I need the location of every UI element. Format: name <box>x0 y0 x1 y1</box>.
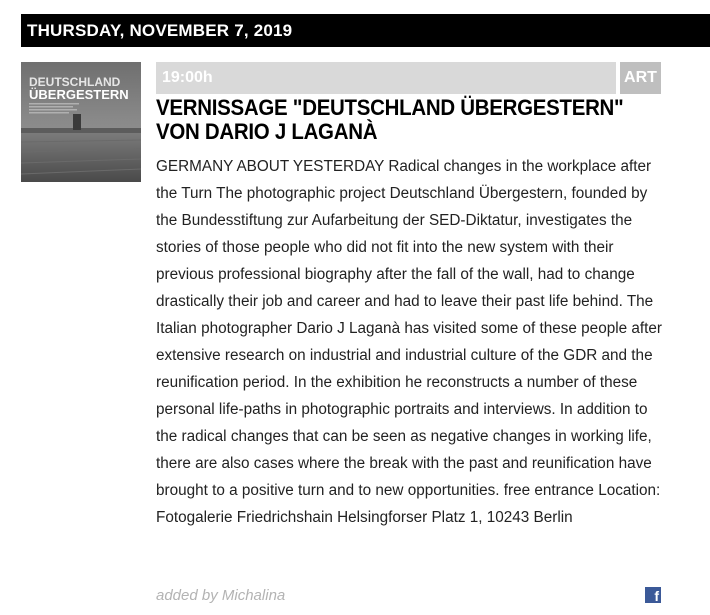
thumbnail-text-line1: DEUTSCHLAND <box>29 75 121 89</box>
thumbnail-text-line2: ÜBERGESTERN <box>29 87 129 102</box>
thumbnail-image <box>21 62 141 182</box>
event-title[interactable]: VERNISSAGE "DEUTSCHLAND ÜBERGESTERN" VON DARIO J LAGANÀ <box>156 95 624 144</box>
added-by: added by Michalina <box>156 587 286 604</box>
facebook-icon[interactable]: f <box>645 587 661 603</box>
date-heading: THURSDAY, NOVEMBER 7, 2019 <box>21 14 710 47</box>
event-time: 19:00h <box>156 62 616 94</box>
category-badge[interactable]: ART <box>620 62 661 94</box>
event-thumbnail[interactable] <box>21 62 141 182</box>
event-description: GERMANY ABOUT YESTERDAY Radical changes in the workplace after the Turn The photographic project Deutschland Übergestern, founded by the Bundesstiftung zur Aufarbeitung der SED-Diktatur, investigates the stories of those people who did not fit into the new system with their previous professional biography after the fall of the wall, had to change drastically their job and career and had to leave their past life behind. The Italian photographer Dario J Laganà has visited some of these people after extensive research on industrial and industrial culture of the GDR and the reunification period. In the exhibition he reconstructs a number of these personal life-paths in photographic portraits and interviews. In addition to the radical changes that can be seen as negative changes in working life, there are also cases where the break with the past and reunification have brought to a positive turn and to new opportunities. free entrance Location: Fotogalerie Friedrichshain Helsingforser Platz 1, 10243 Berlin <box>156 158 662 526</box>
